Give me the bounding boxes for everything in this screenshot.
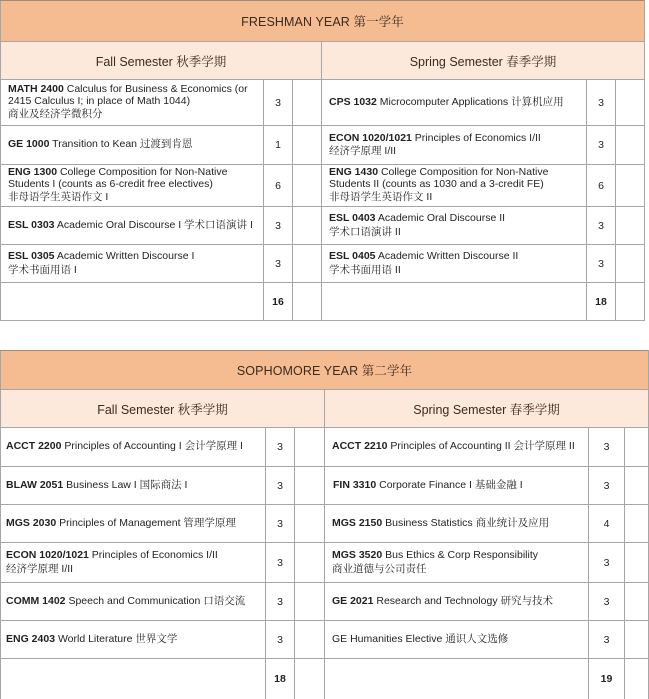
table-row: [1, 467, 649, 505]
table-row: [1, 428, 649, 467]
fall-semester-header: Fall Semester 秋季学期: [1, 390, 325, 428]
fall-credits: 3: [264, 207, 293, 245]
spring-course: [322, 80, 587, 126]
blank-cell: [293, 165, 322, 207]
blank-cell: [325, 659, 589, 699]
blank-cell: [295, 505, 325, 543]
spring-course: [322, 207, 587, 245]
total-row: [1, 659, 649, 699]
blank-cell: [616, 80, 645, 126]
blank-cell: [322, 283, 587, 321]
course-title-cn: 经济学原理 I/II: [6, 562, 74, 575]
blank-cell: [293, 207, 322, 245]
course-title: College Composition for Non-Native Students II (counts as 1030 and a 3-credit FE): [329, 166, 549, 190]
table-row: [1, 126, 645, 165]
fall-course: [1, 207, 264, 245]
fall-credits: 3: [266, 583, 295, 621]
freshman-year-table: [0, 0, 645, 321]
blank-cell: [295, 543, 325, 583]
course-code: ECON 1020/1021: [6, 549, 89, 561]
fall-course: [1, 583, 266, 621]
course-title: Academic Written Discourse I: [54, 250, 195, 262]
freshman-year-title: FRESHMAN YEAR 第一学年: [1, 1, 645, 42]
course-title: Microcomputer Applications 计算机应用: [376, 95, 564, 108]
course-title: Academic Oral Discourse I 学术口语演讲 I: [54, 218, 253, 231]
course-title-cn: 学术口语演讲 II: [329, 225, 401, 238]
blank-cell: [616, 207, 645, 245]
course-code: ACCT 2210: [332, 440, 388, 453]
spring-credits: 3: [589, 583, 625, 621]
blank-cell: [625, 505, 649, 543]
total-row: [1, 283, 645, 321]
course-title: Bus Ethics & Corp Responsibility: [382, 549, 539, 561]
blank-cell: [293, 126, 322, 165]
course-title: Principles of Economics I/II: [411, 131, 541, 144]
fall-course: [1, 621, 266, 659]
spring-course: [322, 126, 587, 165]
spring-course: [325, 428, 589, 467]
fall-credits: 3: [266, 505, 295, 543]
course-code: MGS 3520: [332, 549, 383, 561]
blank-cell: [616, 245, 645, 283]
fall-course: [1, 80, 264, 126]
spring-course: [322, 245, 587, 283]
blank-cell: [295, 428, 325, 467]
spring-credits: 3: [587, 80, 616, 126]
course-title-cn: 商业道德与公司责任: [332, 562, 427, 575]
spring-course: [325, 505, 589, 543]
spring-credits: 3: [589, 621, 625, 659]
table-row: [1, 207, 645, 245]
course-code: ENG 1300: [8, 166, 58, 179]
table-row: [1, 245, 645, 283]
fall-course: [1, 543, 266, 583]
blank-cell: [616, 283, 645, 321]
course-title: Research and Technology 研究与技术: [373, 594, 554, 607]
fall-course: [1, 126, 264, 165]
spring-course: [325, 621, 589, 659]
fall-course: [1, 165, 264, 207]
spring-semester-header: Spring Semester 春季学期: [325, 390, 649, 428]
fall-course: [1, 428, 266, 467]
fall-course: [1, 467, 266, 505]
course-title: Corporate Finance I 基础金融 I: [376, 478, 523, 491]
fall-credits: 3: [266, 428, 295, 467]
table-row: [1, 583, 649, 621]
course-code: MGS 2030: [6, 516, 57, 529]
blank-cell: [293, 80, 322, 126]
fall-credits: 3: [264, 80, 293, 126]
blank-cell: [625, 659, 649, 699]
course-code: ECON 1020/1021: [329, 131, 412, 144]
course-code: MGS 2150: [332, 516, 383, 529]
spring-total-credits: 19: [589, 659, 625, 699]
fall-credits: 6: [264, 165, 293, 207]
blank-cell: [295, 467, 325, 505]
spring-total-credits: 18: [587, 283, 616, 321]
fall-credits: 1: [264, 126, 293, 165]
fall-credits: 3: [264, 245, 293, 283]
spring-course: [322, 165, 587, 207]
course-title: College Composition for Non-Native Students I (counts as 6-credit free electives): [8, 166, 228, 190]
fall-total-credits: 18: [266, 659, 295, 699]
fall-course: [1, 505, 266, 543]
blank-cell: [1, 659, 266, 699]
course-title-cn: 非母语学生英语作文 II: [329, 191, 433, 204]
fall-total-credits: 16: [264, 283, 293, 321]
course-code: ENG 2403: [6, 632, 56, 645]
blank-cell: [293, 245, 322, 283]
sophomore-year-title: SOPHOMORE YEAR 第二学年: [1, 351, 649, 390]
course-title-cn: 商业及经济学微积分: [8, 108, 103, 121]
blank-cell: [625, 621, 649, 659]
course-title: Academic Written Discourse II: [375, 250, 519, 262]
table-row: [1, 165, 645, 207]
blank-cell: [1, 283, 264, 321]
course-code: ACCT 2200: [6, 440, 62, 453]
spring-semester-header: Spring Semester 春季学期: [322, 42, 645, 80]
course-title: Transition to Kean 过渡到肯恩: [49, 138, 193, 151]
course-title: Principles of Management 管理学原理: [56, 516, 236, 529]
course-title: Business Statistics 商业统计及应用: [382, 516, 550, 529]
blank-cell: [293, 283, 322, 321]
spring-course: [325, 583, 589, 621]
spring-course: [325, 543, 589, 583]
course-title-cn: 学术书面用语 II: [329, 263, 401, 276]
spring-credits: 3: [589, 543, 625, 583]
course-title: Speech and Communication 口语交流: [65, 594, 246, 607]
fall-credits: 3: [266, 621, 295, 659]
course-code: MATH 2400: [8, 83, 64, 96]
spring-credits: 3: [587, 126, 616, 165]
course-code: ESL 0303: [8, 218, 55, 231]
spring-credits: 3: [587, 245, 616, 283]
fall-semester-header: Fall Semester 秋季学期: [1, 42, 322, 80]
fall-credits: 3: [266, 543, 295, 583]
course-title: Academic Oral Discourse II: [375, 212, 506, 224]
table-row: [1, 621, 649, 659]
course-title-cn: 非母语学生英语作文 I: [8, 191, 109, 204]
course-code: GE 2021: [332, 594, 374, 607]
fall-course: [1, 245, 264, 283]
sophomore-year-table: [0, 350, 649, 699]
course-title: Principles of Accounting I 会计学原理 I: [61, 440, 243, 453]
course-title-cn: 经济学原理 I/II: [329, 145, 397, 157]
blank-cell: [616, 126, 645, 165]
blank-cell: [625, 428, 649, 467]
course-code: COMM 1402: [6, 594, 66, 607]
spring-course: [325, 467, 589, 505]
table-row: [1, 505, 649, 543]
blank-cell: [625, 583, 649, 621]
course-title: Principles of Accounting II 会计学原理 II: [387, 440, 575, 453]
course-code: ESL 0305: [8, 250, 55, 262]
blank-cell: [295, 583, 325, 621]
course-code: ESL 0405: [329, 250, 376, 262]
course-title-cn: 学术书面用语 I: [8, 263, 77, 276]
blank-cell: [625, 543, 649, 583]
course-code: FIN 3310: [333, 478, 377, 491]
spring-credits: 3: [589, 467, 625, 505]
course-code: GE 1000: [8, 138, 50, 151]
table-row: [1, 543, 649, 583]
course-title: Calculus for Business & Economics (or 2415 Calculus I; in place of Math 1044): [8, 83, 248, 107]
fall-credits: 3: [266, 467, 295, 505]
course-title: GE Humanities Elective 通识人文选修: [332, 632, 509, 645]
blank-cell: [616, 165, 645, 207]
spring-credits: 3: [587, 207, 616, 245]
course-code: ENG 1430: [329, 166, 379, 179]
blank-cell: [295, 621, 325, 659]
blank-cell: [625, 467, 649, 505]
course-title: Business Law I 国际商法 I: [63, 478, 188, 491]
spring-credits: 6: [587, 165, 616, 207]
table-row: [1, 80, 645, 126]
course-code: CPS 1032: [329, 95, 377, 108]
spring-credits: 3: [589, 428, 625, 467]
course-title: World Literature 世界文学: [55, 632, 178, 645]
course-title: Principles of Economics I/II: [88, 549, 218, 561]
course-code: ESL 0403: [329, 212, 376, 224]
course-code: BLAW 2051: [6, 478, 64, 491]
spring-credits: 4: [589, 505, 625, 543]
blank-cell: [295, 659, 325, 699]
